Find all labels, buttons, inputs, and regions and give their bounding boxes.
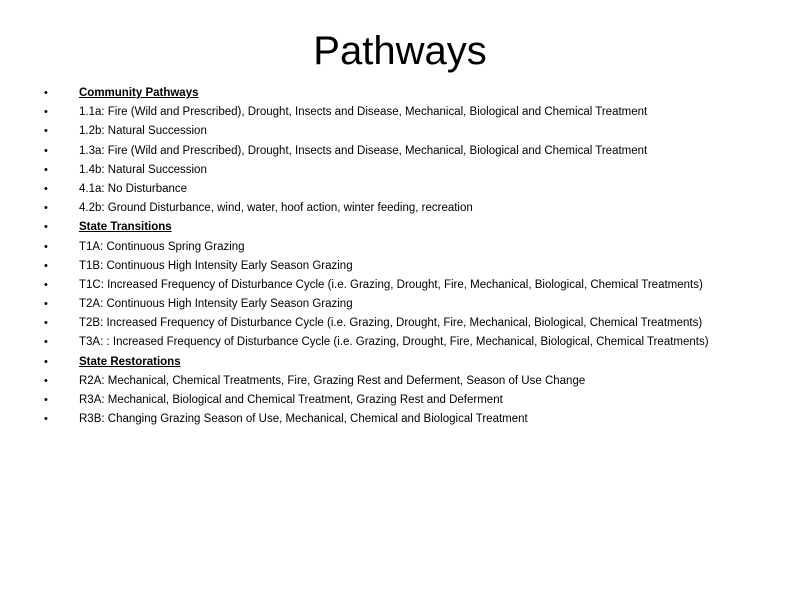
bullet-list <box>44 84 784 429</box>
item-text: T1C: Increased Frequency of Disturbance Cycle (i.e. Grazing, Drought, Fire, Mechanical, Biological, Chemical Treatments) <box>79 278 703 291</box>
bullet-icon: • <box>44 221 48 234</box>
list-item <box>44 103 784 122</box>
item-text: 1.4b: Natural Succession <box>79 163 207 176</box>
item-text: R3A: Mechanical, Biological and Chemical Treatment, Grazing Rest and Deferment <box>79 394 503 406</box>
list-item <box>44 199 784 218</box>
bullet-icon: • <box>44 374 48 387</box>
item-text: 4.1a: No Disturbance <box>79 182 188 195</box>
list-item <box>44 410 784 429</box>
list-item <box>44 161 784 180</box>
item-text: 4.2b: Ground Disturbance, wind, water, hoof action, winter feeding, recreation <box>79 202 473 215</box>
list-item <box>44 122 784 141</box>
bullet-icon: • <box>44 298 48 311</box>
bullet-icon: • <box>44 87 48 99</box>
list-item <box>44 372 784 391</box>
item-text: 1.2b: Natural Succession <box>79 125 207 138</box>
list-item <box>44 276 784 295</box>
bullet-icon: • <box>44 163 48 176</box>
bullet-icon: • <box>44 125 48 138</box>
list-item <box>44 257 784 276</box>
bullet-icon: • <box>44 413 48 426</box>
bullet-icon: • <box>44 278 48 291</box>
item-text: T2A: Continuous High Intensity Early Season Grazing <box>79 298 353 311</box>
list-item <box>44 295 784 314</box>
bullet-icon: • <box>44 259 48 272</box>
slide-title: Pathways <box>313 29 487 73</box>
list-item <box>44 333 784 352</box>
item-text: T2B: Increased Frequency of Disturbance Cycle (i.e. Grazing, Drought, Fire, Mechanical, Biological, Chemical Treatments) <box>79 317 703 330</box>
item-text: 1.3a: Fire (Wild and Prescribed), Drought, Insects and Disease, Mechanical, Biological and Chemical Treatment <box>79 144 648 157</box>
bullet-icon: • <box>44 355 48 368</box>
section-heading: State Restorations <box>79 355 181 368</box>
item-text: T3A: : Increased Frequency of Disturbance Cycle (i.e. Grazing, Drought, Fire, Mechanical, Biological, Chemical Treatments) <box>79 336 709 349</box>
bullet-icon: • <box>44 394 48 406</box>
section-heading-item <box>44 218 784 237</box>
bullet-icon: • <box>44 317 48 330</box>
section-heading-item <box>44 353 784 372</box>
item-text: T1B: Continuous High Intensity Early Season Grazing <box>79 259 353 272</box>
list-item <box>44 391 784 410</box>
bullet-icon: • <box>44 182 48 195</box>
item-text: T1A: Continuous Spring Grazing <box>79 240 245 253</box>
section-heading: State Transitions <box>79 221 172 234</box>
list-item <box>44 142 784 161</box>
bullet-icon: • <box>44 144 48 157</box>
item-text: R3B: Changing Grazing Season of Use, Mechanical, Chemical and Biological Treatment <box>79 413 528 426</box>
section-heading: Community Pathways <box>79 87 199 99</box>
list-item <box>44 180 784 199</box>
item-text: R2A: Mechanical, Chemical Treatments, Fire, Grazing Rest and Deferment, Season of Use Change <box>79 374 586 387</box>
list-item <box>44 314 784 333</box>
item-text: 1.1a: Fire (Wild and Prescribed), Drought, Insects and Disease, Mechanical, Biological and Chemical Treatment <box>79 106 648 119</box>
bullet-icon: • <box>44 240 48 253</box>
section-heading-item <box>44 84 784 103</box>
bullet-icon: • <box>44 202 48 215</box>
bullet-icon: • <box>44 106 48 119</box>
bullet-icon: • <box>44 336 48 349</box>
list-item <box>44 238 784 257</box>
